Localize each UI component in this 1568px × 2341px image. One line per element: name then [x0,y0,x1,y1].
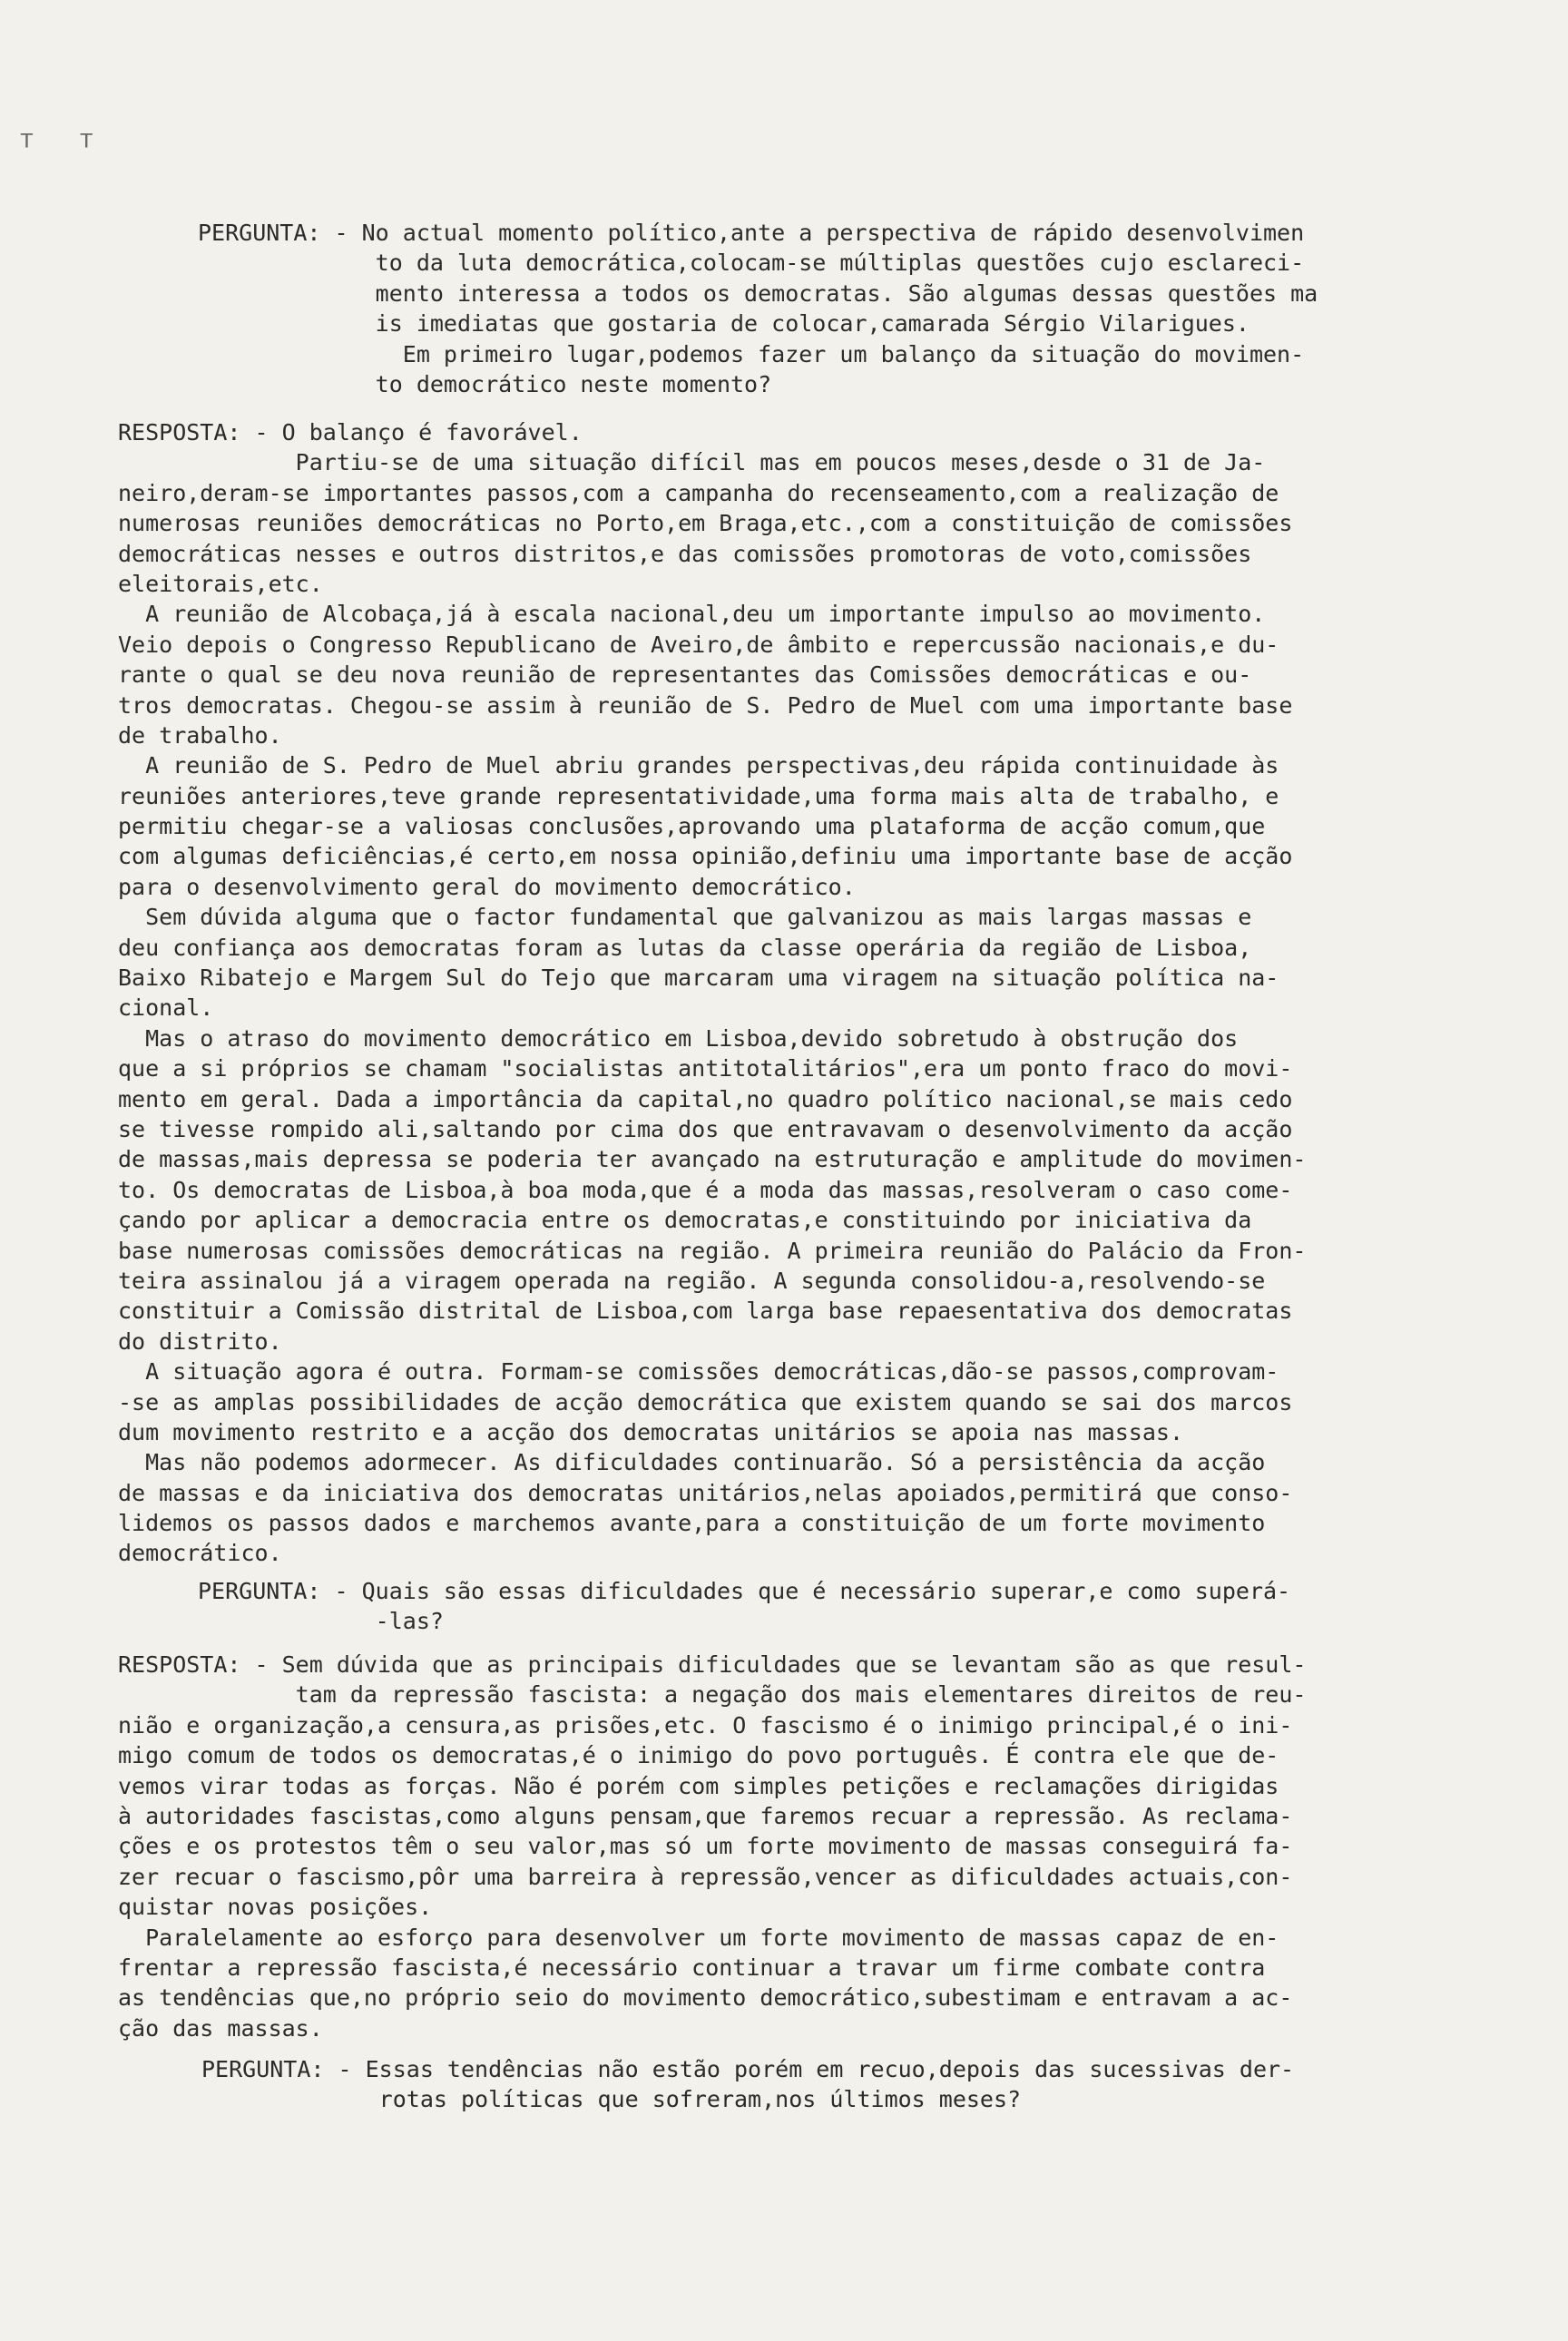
text-line: permitiu chegar-se a valiosas conclusões,aprovando uma plataforma de acção comum,que [118,813,1266,840]
text-line: ção das massas. [118,2014,323,2042]
answer-2 [118,1650,1306,2043]
text-line: as tendências que,no próprio seio do movimento democrático,subestimam e entravam a ac- [118,1984,1293,2012]
text-line: dum movimento restrito e a acção dos democratas unitários se apoia nas massas. [118,1418,1183,1445]
text-line: neiro,deram-se importantes passos,com a campanha do recenseamento,com a realização de [118,479,1279,506]
text-line: deu confiança aos democratas foram as lutas da classe operária da região de Lisboa, [118,934,1252,961]
text-line: RESPOSTA: - O balanço é favorável. [118,419,583,446]
text-line: tam da repressão fascista: a negação dos mais elementares direitos de reu- [118,1681,1307,1709]
text-line: A reunião de Alcobaça,já à escala nacional,deu um importante impulso ao movimento. [118,601,1266,628]
text-line: constituir a Comissão distrital de Lisboa,com larga base repaesentativa dos democratas [118,1298,1293,1325]
question-3 [201,2054,1294,2115]
text-line: frentar a repressão fascista,é necessário continuar a travar um firme combate contra [118,1954,1266,1981]
text-line: PERGUNTA: - No actual momento político,ante a perspectiva de rápido desenvolvimen [198,220,1305,246]
text-line: Partiu-se de uma situação difícil mas em poucos meses,desde o 31 de Ja- [118,449,1266,476]
text-line: ções e os protestos têm o seu valor,mas só um forte movimento de massas conseguirá fa- [118,1833,1293,1860]
text-line: com algumas deficiências,é certo,em nossa opinião,definiu uma importante base de acção [118,843,1293,870]
text-line: PERGUNTA: - Essas tendências não estão porém em recuo,depois das sucessivas der- [201,2056,1295,2082]
question-2 [198,1576,1290,1637]
text-line: -se as amplas possibilidades de acção democrática que existem quando se sai dos marcos [118,1388,1293,1415]
text-line: de trabalho. [118,721,282,749]
text-line: à autoridades fascistas,como alguns pensam,que faremos recuar a repressão. As reclama- [118,1802,1293,1829]
text-line: Em primeiro lugar,podemos fazer um balanço da situação do movimen- [198,340,1305,367]
text-line: A situação agora é outra. Formam-se comissões democráticas,dão-se passos,comprovam- [118,1358,1279,1386]
text-line: eleitorais,etc. [118,570,323,597]
text-line: Mas não podemos adormecer. As dificuldades continuarão. Só a persistência da acção [118,1449,1266,1476]
text-line: migo comum de todos os democratas,é o inimigo do povo português. É contra ele que de- [118,1742,1279,1769]
question-1 [198,218,1318,399]
text-line: reuniões anteriores,teve grande representatividade,uma forma mais alta de trabalho, e [118,782,1279,809]
text-line: que a si próprios se chamam "socialistas antitotalitários",era um ponto fraco do movi- [118,1055,1293,1082]
text-line: tros democratas. Chegou-se assim à reunião de S. Pedro de Muel com uma importante base [118,691,1293,719]
text-line: Sem dúvida alguma que o factor fundamental que galvanizou as mais largas massas e [118,904,1252,931]
answer-1 [118,417,1306,1569]
text-line: cional. [118,994,214,1022]
text-line: democrático. [118,1540,282,1567]
text-line: RESPOSTA: - Sem dúvida que as principais dificuldades que se levantam são as que resul- [118,1651,1307,1678]
text-line: nião e organização,a censura,as prisões,etc. O fascismo é o inimigo principal,é o ini- [118,1711,1293,1739]
text-line: to da luta democrática,colocam-se múltiplas questões cujo esclareci- [198,250,1305,277]
text-line: mento interessa a todos os democratas. São algumas dessas questões ma [198,279,1318,307]
text-line: lidemos os passos dados e marchemos avante,para a constituição de um forte movimento [118,1510,1266,1537]
text-line: rante o qual se deu nova reunião de representantes das Comissões democráticas e ou- [118,661,1252,689]
corner-mark: ᵀ ᵀ [16,127,106,167]
text-line: Veio depois o Congresso Republicano de Aveiro,de âmbito e repercussão nacionais,e du- [118,631,1279,658]
text-line: vemos virar todas as forças. Não é porém com simples petições e reclamações dirigidas [118,1772,1279,1799]
text-line: de massas,mais depressa se poderia ter avançado na estruturação e amplitude do movimen- [118,1146,1307,1173]
text-line: mento em geral. Dada a importância da capital,no quadro político nacional,se mais cedo [118,1085,1293,1112]
text-line: de massas e da iniciativa dos democratas unitários,nelas apoiados,permitirá que conso- [118,1479,1293,1506]
text-line: to. Os democratas de Lisboa,à boa moda,que é a moda das massas,resolveram o caso come- [118,1176,1293,1203]
text-line: to democrático neste momento? [198,370,772,397]
text-line: rotas políticas que sofreram,nos últimos meses? [201,2086,1022,2113]
text-line: democráticas nesses e outros distritos,e das comissões promotoras de voto,comissões [118,540,1252,567]
text-line: Mas o atraso do movimento democrático em Lisboa,devido sobretudo à obstrução dos [118,1024,1239,1052]
text-line: Baixo Ribatejo e Margem Sul do Tejo que marcaram uma viragem na situação política na- [118,965,1279,992]
text-line: numerosas reuniões democráticas no Porto,em Braga,etc.,com a constituição de comissões [118,510,1293,537]
text-line: Paralelamente ao esforço para desenvolver um forte movimento de massas capaz de en- [118,1924,1279,1951]
text-line: -las? [198,1608,444,1635]
text-line: quistar novas posições. [118,1894,433,1921]
text-line: is imediatas que gostaria de colocar,camarada Sérgio Vilarigues. [198,310,1250,338]
text-line: do distrito. [118,1327,282,1355]
text-line: PERGUNTA: - Quais são essas dificuldades que é necessário superar,e como superá- [198,1578,1291,1604]
text-line: base numerosas comissões democráticas na região. A primeira reunião do Palácio da Fron- [118,1237,1307,1264]
text-line: A reunião de S. Pedro de Muel abriu grandes perspectivas,deu rápida continuidade às [118,752,1279,779]
text-line: para o desenvolvimento geral do movimento democrático. [118,873,856,900]
text-line: teira assinalou já a viragem operada na região. A segunda consolidou-a,resolvendo-se [118,1267,1266,1294]
text-line: çando por aplicar a democracia entre os democratas,e constituindo por iniciativa da [118,1207,1252,1234]
text-line: zer recuar o fascismo,pôr uma barreira à repressão,vencer as dificuldades actuais,con- [118,1863,1293,1890]
text-line: se tivesse rompido ali,saltando por cima dos que entravavam o desenvolvimento da acção [118,1115,1293,1142]
